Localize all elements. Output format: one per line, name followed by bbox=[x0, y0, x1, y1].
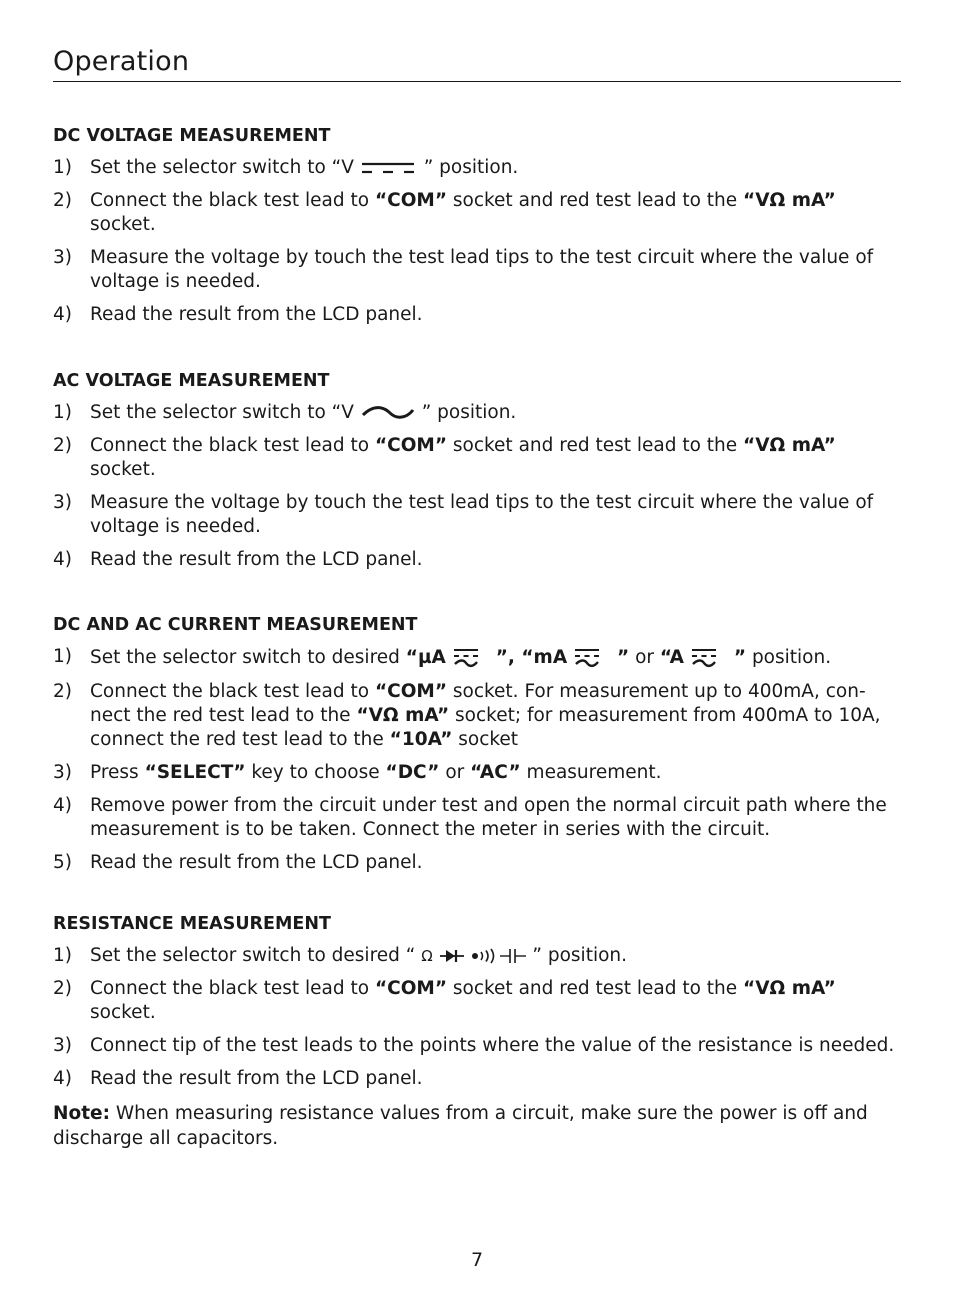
dc-voltage-section bbox=[53, 125, 903, 336]
header-divider bbox=[53, 81, 901, 82]
item-number: 4) bbox=[53, 1068, 72, 1089]
item-number: 4) bbox=[53, 304, 72, 325]
item-number: 4) bbox=[53, 795, 72, 816]
list-item bbox=[53, 645, 903, 671]
item-number: 2) bbox=[53, 435, 72, 456]
item-text: Read the result from the LCD panel. bbox=[90, 1068, 423, 1089]
list-item bbox=[53, 156, 903, 180]
item-text: Remove power from the circuit under test and open the normal circuit path where the measurement is to be taken. Connect the meter in series with the circuit. bbox=[90, 795, 887, 840]
item-text: Connect the black test lead to “COM” socket. For measurement up to 400mA, con-nect the red test lead to the “VΩ mA” socket; for measurement from 400mA to 10A, connect the red test lead to the “10A” socket bbox=[90, 681, 881, 750]
item-text: Set the selector switch to “V ” position. bbox=[90, 157, 519, 178]
item-number: 3) bbox=[53, 762, 72, 783]
list-item bbox=[53, 303, 903, 327]
list-item bbox=[53, 548, 903, 572]
list-item bbox=[53, 246, 903, 294]
item-number: 2) bbox=[53, 681, 72, 702]
list-item bbox=[53, 1067, 903, 1091]
list-item bbox=[53, 977, 903, 1025]
list-item bbox=[53, 401, 903, 425]
resistance-section bbox=[53, 913, 903, 1151]
list-item bbox=[53, 851, 903, 875]
item-number: 4) bbox=[53, 549, 72, 570]
item-number: 1) bbox=[53, 402, 72, 423]
item-text: Press “SELECT” key to choose “DC” or “AC” measurement. bbox=[90, 762, 662, 783]
item-number: 1) bbox=[53, 945, 72, 966]
item-text: Measure the voltage by touch the test lead tips to the test circuit where the value of voltage is needed. bbox=[90, 492, 874, 537]
item-text: Set the selector switch to desired “ Ω ” position. bbox=[90, 945, 628, 966]
diode-icon bbox=[439, 948, 465, 964]
section-heading: DC VOLTAGE MEASUREMENT bbox=[53, 126, 331, 146]
item-number: 2) bbox=[53, 190, 72, 211]
note-label: Note: bbox=[53, 1103, 110, 1124]
current-section bbox=[53, 614, 903, 884]
ac-dc-symbol-icon bbox=[573, 645, 617, 671]
list-item bbox=[53, 1034, 903, 1058]
dc-symbol-icon bbox=[360, 160, 418, 176]
item-text: Read the result from the LCD panel. bbox=[90, 852, 423, 873]
list-item bbox=[53, 794, 903, 842]
ohm-symbol: Ω bbox=[421, 947, 433, 965]
item-text: Set the selector switch to “V ” position. bbox=[90, 402, 517, 423]
continuity-buzzer-icon bbox=[471, 948, 499, 964]
ac-dc-symbol-icon bbox=[690, 645, 734, 671]
item-text: Connect the black test lead to “COM” socket and red test lead to the “VΩ mA” socket. bbox=[90, 978, 836, 1023]
list-item bbox=[53, 434, 903, 482]
list-item bbox=[53, 189, 903, 237]
item-number: 1) bbox=[53, 646, 72, 667]
page-number: 7 bbox=[470, 1249, 484, 1271]
note-text: When measuring resistance values from a circuit, make sure the power is off and discharge all capacitors. bbox=[53, 1103, 868, 1149]
item-text: Connect the black test lead to “COM” socket and red test lead to the “VΩ mA” socket. bbox=[90, 435, 836, 480]
item-text: Connect the black test lead to “COM” socket and red test lead to the “VΩ mA” socket. bbox=[90, 190, 836, 235]
item-text: Connect tip of the test leads to the points where the value of the resistance is needed. bbox=[90, 1035, 895, 1056]
ac-voltage-section bbox=[53, 370, 903, 581]
item-number: 3) bbox=[53, 247, 72, 268]
section-heading: DC AND AC CURRENT MEASUREMENT bbox=[53, 615, 418, 635]
item-number: 3) bbox=[53, 492, 72, 513]
list-item bbox=[53, 491, 903, 539]
item-number: 2) bbox=[53, 978, 72, 999]
item-text: Measure the voltage by touch the test lead tips to the test circuit where the value of voltage is needed. bbox=[90, 247, 874, 292]
note-paragraph bbox=[53, 1101, 903, 1151]
capacitor-icon bbox=[499, 947, 527, 965]
section-heading: AC VOLTAGE MEASUREMENT bbox=[53, 371, 330, 391]
item-number: 1) bbox=[53, 157, 72, 178]
list-item bbox=[53, 761, 903, 785]
item-number: 5) bbox=[53, 852, 72, 873]
section-heading: RESISTANCE MEASUREMENT bbox=[53, 914, 331, 934]
item-number: 3) bbox=[53, 1035, 72, 1056]
page-title: Operation bbox=[53, 46, 190, 77]
ac-dc-symbol-icon bbox=[452, 645, 496, 671]
list-item bbox=[53, 680, 903, 752]
item-text: Read the result from the LCD panel. bbox=[90, 304, 423, 325]
list-item bbox=[53, 944, 903, 968]
item-text: Set the selector switch to desired “µA ”, “mA ” or “A ” position. bbox=[90, 645, 903, 671]
ac-wave-icon bbox=[360, 405, 416, 421]
item-text: Read the result from the LCD panel. bbox=[90, 549, 423, 570]
